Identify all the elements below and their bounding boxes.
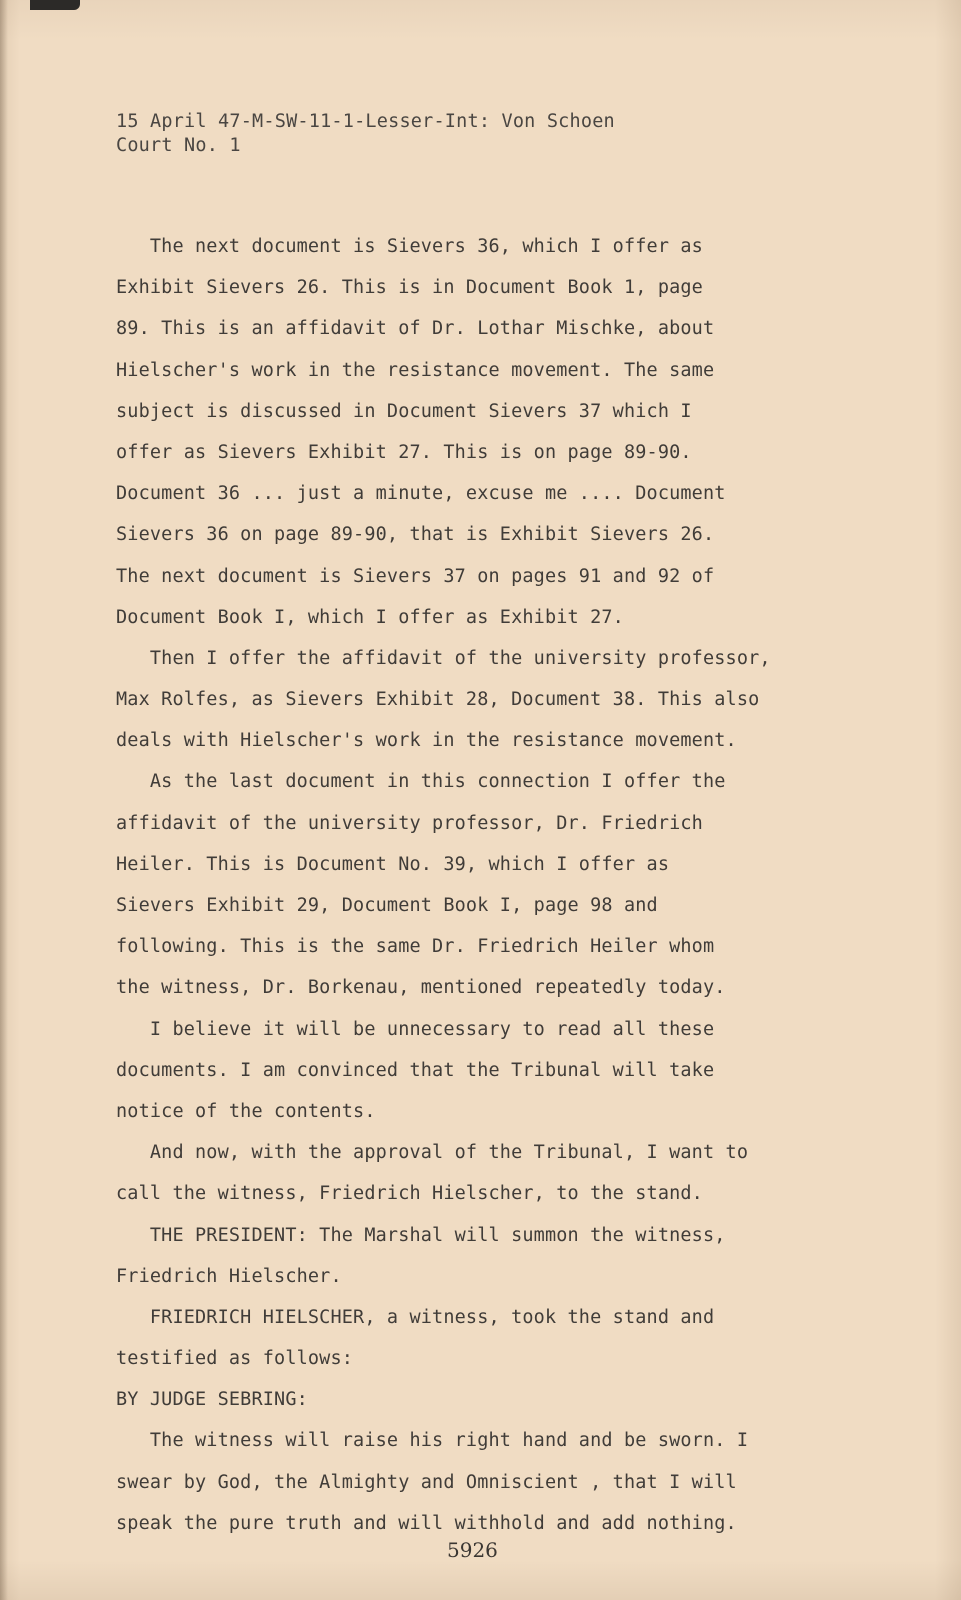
text-line: THE PRESIDENT: The Marshal will summon the witness, [116,1224,726,1246]
text-line: Hielscher's work in the resistance movement. The same [116,359,715,381]
text-line: affidavit of the university professor, Dr. Friedrich [116,812,703,834]
text-line: FRIEDRICH HIELSCHER, a witness, took the stand and [116,1306,715,1328]
text-line: swear by God, the Almighty and Omniscient , that I will [116,1471,737,1493]
page-edge-shadow [0,0,8,1600]
transcript-body [116,226,936,1544]
text-line: call the witness, Friedrich Hielscher, to the stand. [116,1183,703,1205]
text-line: Document Book I, which I offer as Exhibit 27. [116,606,624,628]
text-line: Exhibit Sievers 26. This is in Document Book 1, page [116,277,703,299]
text-line: And now, with the approval of the Tribunal, I want to [116,1142,749,1164]
text-line: As the last document in this connection I offer the [116,771,726,793]
document-header [116,110,615,158]
text-line: The witness will raise his right hand and be sworn. I [116,1430,749,1452]
header-session-line: 15 April 47-M-SW-11-1-Lesser-Int: Von Schoen [116,111,615,132]
header-court-line: Court No. 1 [116,135,241,156]
text-line: testified as follows: [116,1348,354,1370]
text-line: Then I offer the affidavit of the university professor, [116,647,771,669]
text-line: Friedrich Hielscher. [116,1265,342,1287]
text-line: documents. I am convinced that the Tribunal will take [116,1059,715,1081]
text-line: deals with Hielscher's work in the resistance movement. [116,730,737,752]
text-line: Heiler. This is Document No. 39, which I offer as [116,853,670,875]
text-line: notice of the contents. [116,1100,376,1122]
text-line: 89. This is an affidavit of Dr. Lothar Mischke, about [116,318,715,340]
text-line: The next document is Sievers 37 on pages 91 and 92 of [116,565,715,587]
text-line: Sievers Exhibit 29, Document Book I, page 98 and [116,895,658,916]
text-line: Document 36 ... just a minute, excuse me .... Document [116,483,726,505]
text-line: BY JUDGE SEBRING: [116,1389,308,1411]
text-line: Max Rolfes, as Sievers Exhibit 28, Document 38. This also [116,689,760,711]
text-line: subject is discussed in Document Sievers 37 which I [116,400,692,422]
corner-tab-mark [30,0,80,10]
text-line: The next document is Sievers 36, which I offer as [116,236,703,257]
text-line: offer as Sievers Exhibit 27. This is on page 89-90. [116,441,692,463]
text-line: Sievers 36 on page 89-90, that is Exhibit Sievers 26. [116,524,715,546]
text-line: following. This is the same Dr. Friedrich Heiler whom [116,936,715,958]
text-line: the witness, Dr. Borkenau, mentioned repeatedly today. [116,977,726,999]
text-line: speak the pure truth and will withhold and add nothing. [116,1512,737,1534]
text-line: I believe it will be unnecessary to read all these [116,1018,715,1040]
page-number: 5926 [447,1538,498,1562]
